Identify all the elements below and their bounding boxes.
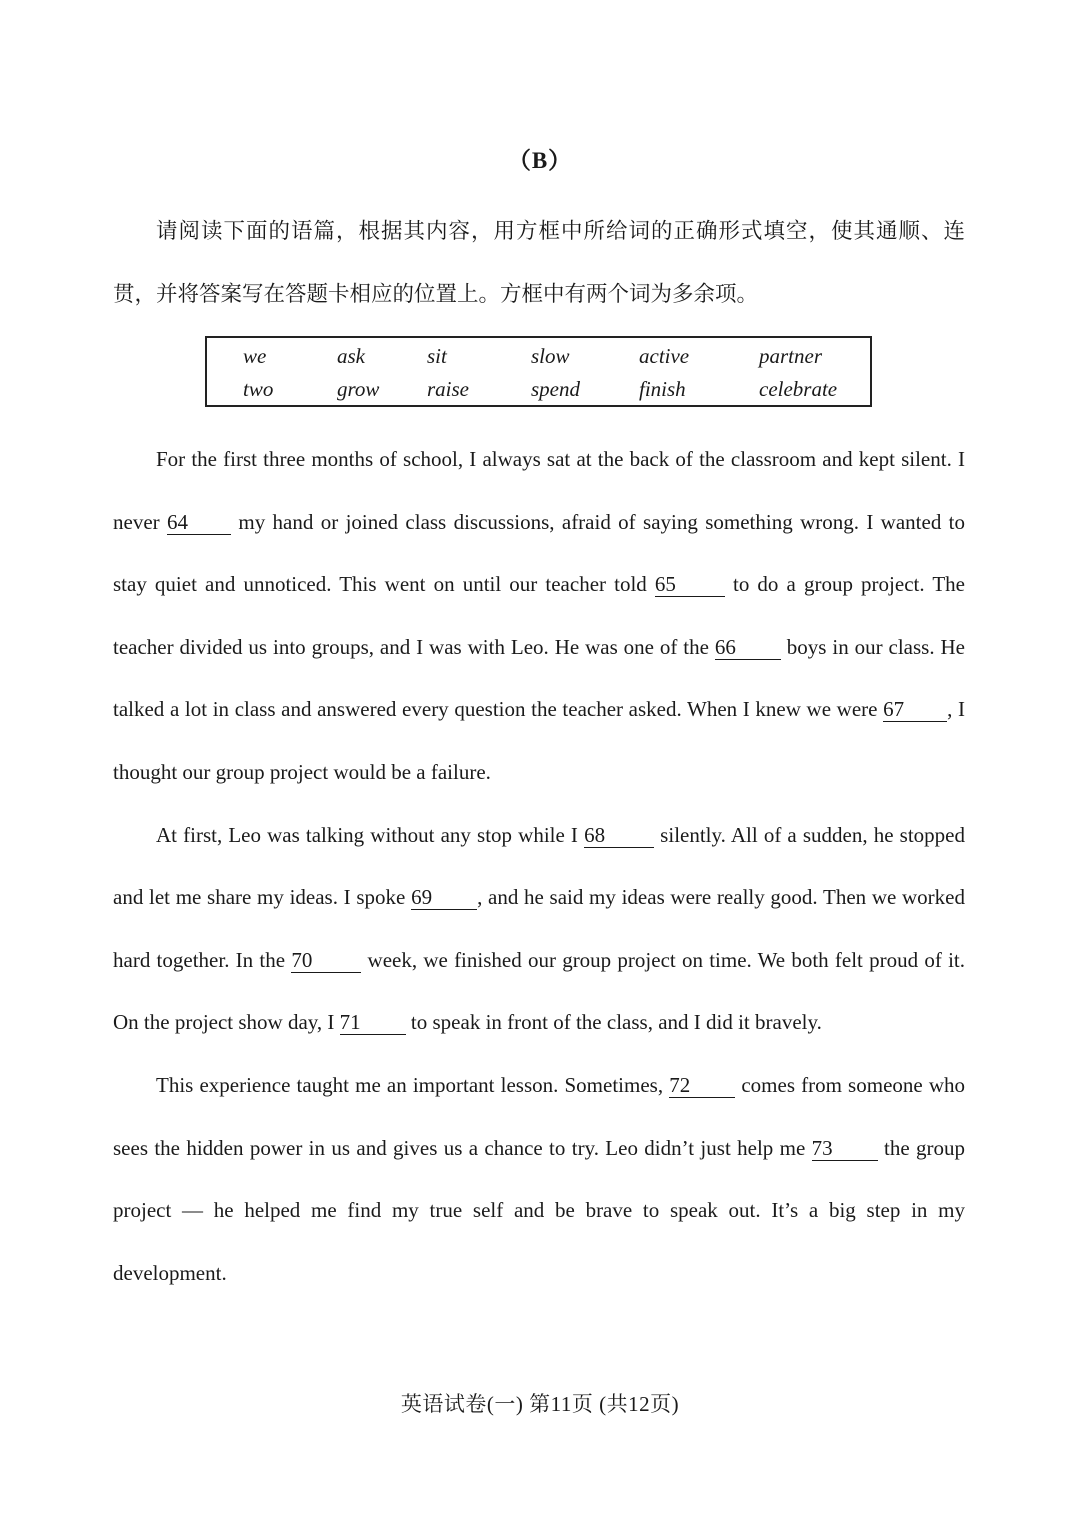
answer-blank-64[interactable]: 64 [167, 511, 231, 535]
paragraph-3 [113, 1054, 965, 1304]
answer-blank-66[interactable]: 66 [715, 636, 781, 660]
passage-text: comes from someone who sees the hidden power in us and gives us a chance to try. Leo didn’t just help me [113, 1072, 965, 1160]
passage-text: For the first three months of school, I always sat at the back of the classroom and kept silent. I never [113, 447, 965, 534]
paragraph-1 [113, 428, 965, 804]
passage-text: silently. All of a sudden, he stopped and let me share my ideas. I spoke [113, 822, 965, 910]
answer-blank-68[interactable]: 68 [584, 824, 654, 848]
answer-blank-72[interactable]: 72 [669, 1074, 735, 1098]
passage-text: to speak in front of the class, and I did it bravely. [405, 1010, 822, 1035]
word-bank-word: spend [531, 377, 580, 401]
word-bank-word: we [243, 344, 267, 368]
answer-blank-65[interactable]: 65 [655, 573, 725, 597]
word-bank-word: ask [337, 344, 365, 368]
passage-text: , I thought our group project would be a failure. [113, 697, 965, 784]
passage-text: week, we finished our group project on time. We both felt proud of it. On the project show day, I [113, 947, 965, 1035]
instruction-text: 请阅读下面的语篇，根据其内容，用方框中所给词的正确形式填空，使其通顺、连贯，并将答案写在答题卡相应的位置上。方框中有两个词为多余项。 [113, 219, 965, 306]
answer-blank-70[interactable]: 70 [291, 949, 361, 973]
word-bank-word: grow [337, 377, 380, 401]
answer-blank-69[interactable]: 69 [411, 886, 477, 910]
passage [113, 428, 965, 1304]
word-bank-word: partner [759, 344, 822, 368]
passage-text: At first, Leo was talking without any stop while I [156, 822, 585, 847]
word-bank-word: active [639, 344, 690, 368]
word-bank-word: celebrate [759, 377, 838, 401]
word-bank-word: two [243, 377, 274, 401]
word-bank-word: finish [639, 377, 686, 401]
passage-text: This experience taught me an important lesson. Sometimes, [156, 1072, 670, 1097]
word-bank-word: sit [427, 344, 447, 368]
word-bank-box [205, 336, 872, 407]
passage-text: the group project — he helped me find my true self and be brave to speak out. It’s a big step in my development. [113, 1135, 965, 1285]
answer-blank-71[interactable]: 71 [340, 1011, 406, 1035]
page-footer: 英语试卷(一) 第11页 (共12页) [400, 1392, 680, 1416]
section-title: （B） [507, 148, 573, 173]
passage-text: boys in our class. He talked a lot in class and answered every question the teacher asked. When I knew we were [113, 634, 965, 722]
passage-text: my hand or joined class discussions, afraid of saying something wrong. I wanted to stay quiet and unnoticed. This went on until our teacher told [113, 509, 966, 597]
answer-blank-73[interactable]: 73 [812, 1137, 878, 1161]
word-bank-word: raise [427, 377, 469, 401]
answer-blank-67[interactable]: 67 [883, 698, 947, 722]
passage-text: , and he said my ideas were really good. Then we worked hard together. In the [113, 885, 965, 972]
word-bank-word: slow [531, 344, 570, 368]
passage-text: to do a group project. The teacher divided us into groups, and I was with Leo. He was one of the [113, 572, 965, 659]
paragraph-2 [113, 804, 965, 1054]
